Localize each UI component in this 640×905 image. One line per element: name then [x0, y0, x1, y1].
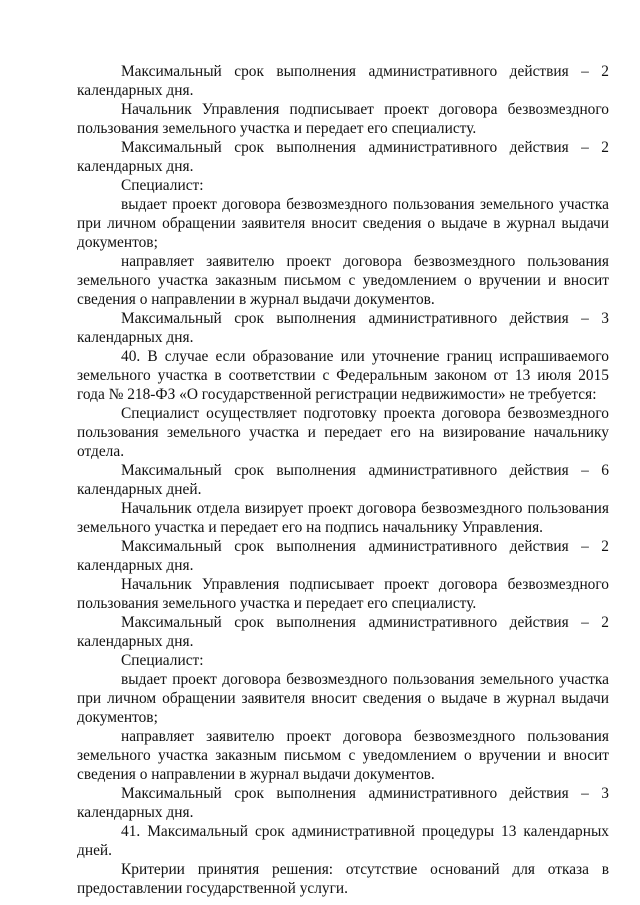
paragraph-clause-41: 41. Максимальный срок административной процедуры 13 календарных дней. [77, 823, 609, 859]
paragraph-max-term-4: Максимальный срок выполнения административного действия – 6 календарных дней. [77, 462, 609, 498]
paragraph-max-term-7: Максимальный срок выполнения административного действия – 3 календарных дня. [77, 785, 609, 821]
paragraph-issues-draft-1: выдает проект договора безвозмездного пользования земельного участка при личном обращении заявителя вносит сведения о выдаче в журнал выдачи документов; [77, 196, 609, 251]
paragraph-issues-draft-2: выдает проект договора безвозмездного пользования земельного участка при личном обращении заявителя вносит сведения о выдаче в журнал выдачи документов; [77, 671, 609, 726]
paragraph-sends-draft-2: направляет заявителю проект договора безвозмездного пользования земельного участка заказным письмом с уведомлением о вручении и вносит сведения о направлении в журнал выдачи документов. [77, 728, 609, 783]
paragraph-max-term-2: Максимальный срок выполнения административного действия – 2 календарных дня. [77, 139, 609, 175]
paragraph-max-term-1: Максимальный срок выполнения административного действия – 2 календарных дня. [77, 63, 609, 99]
paragraph-max-term-5: Максимальный срок выполнения административного действия – 2 календарных дня. [77, 538, 609, 574]
paragraph-max-term-6: Максимальный срок выполнения административного действия – 2 календарных дня. [77, 614, 609, 650]
paragraph-max-term-3: Максимальный срок выполнения административного действия – 3 календарных дня. [77, 310, 609, 346]
paragraph-head-signs-1: Начальник Управления подписывает проект договора безвозмездного пользования земельного участка и передает его специалисту. [77, 101, 609, 137]
paragraph-head-signs-2: Начальник Управления подписывает проект договора безвозмездного пользования земельного участка и передает его специалисту. [77, 576, 609, 612]
document-page [77, 62, 609, 898]
paragraph-specialist-2: Специалист: [121, 652, 204, 669]
paragraph-clause-40: 40. В случае если образование или уточнение границ испрашиваемого земельного участка в соответствии с Федеральным законом от 13 июля 2015 года № 218-ФЗ «О государственной регистрации недвижимости» не требуется: [77, 348, 609, 403]
paragraph-decision-criteria: Критерии принятия решения: отсутствие оснований для отказа в предоставлении государственной услуги. [77, 861, 609, 897]
paragraph-dept-head-approves: Начальник отдела визирует проект договора безвозмездного пользования земельного участка и передает его на подпись начальнику Управления. [77, 500, 609, 536]
paragraph-specialist-prepares: Специалист осуществляет подготовку проекта договора безвозмездного пользования земельного участка и передает его на визирование начальнику отдела. [77, 405, 609, 460]
paragraph-sends-draft-1: направляет заявителю проект договора безвозмездного пользования земельного участка заказным письмом с уведомлением о вручении и вносит сведения о направлении в журнал выдачи документов. [77, 253, 609, 308]
paragraph-specialist-1: Специалист: [121, 177, 204, 194]
